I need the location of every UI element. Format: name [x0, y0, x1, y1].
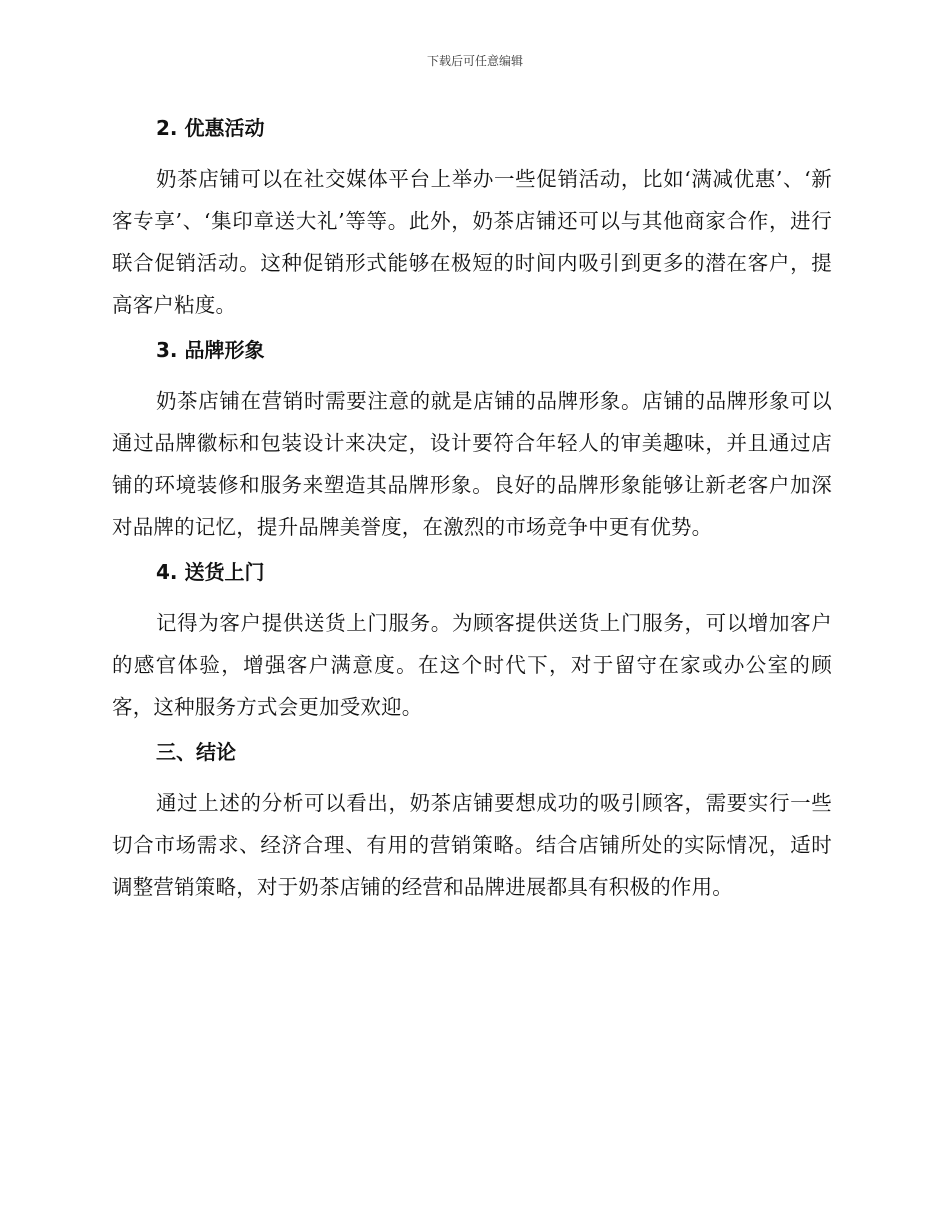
section-paragraph-delivery: 记得为客户提供送货上门服务。为顾客提供送货上门服务，可以增加客户的感官体验，增强客户满意度。在这个时代下，对于留守在家或办公室的顾客，这种服务方式会更加受欢迎。 — [112, 611, 832, 719]
section-heading-delivery: 4. 送货上门 — [156, 560, 265, 584]
section-paragraph-discounts: 奶茶店铺可以在社交媒体平台上举办一些促销活动，比如‘满减优惠’、‘新客专享’、‘集印章送大礼’等等。此外，奶茶店铺还可以与其他商家合作，进行联合促销活动。这种促销形式能够在极短的时间内吸引到更多的潜在客户，提高客户粘度。 — [112, 167, 832, 317]
section-heading-brand-image: 3. 品牌形象 — [156, 338, 265, 362]
section-paragraph-brand-image: 奶茶店铺在营销时需要注意的就是店铺的品牌形象。店铺的品牌形象可以通过品牌徽标和包装设计来决定，设计要符合年轻人的审美趣味，并且通过店铺的环境装修和服务来塑造其品牌形象。良好的品牌形象能够让新老客户加深对品牌的记忆，提升品牌美誉度，在激烈的市场竞争中更有优势。 — [112, 389, 832, 539]
section-heading-conclusion: 三、结论 — [156, 740, 236, 764]
document-body — [112, 104, 832, 914]
page-header: 下载后可任意编辑 — [426, 54, 523, 68]
section-paragraph-conclusion: 通过上述的分析可以看出，奶茶店铺要想成功的吸引顾客，需要实行一些切合市场需求、经济合理、有用的营销策略。结合店铺所处的实际情况，适时调整营销策略，对于奶茶店铺的经营和品牌进展都具有积极的作用。 — [112, 791, 832, 899]
section-heading-discounts: 2. 优惠活动 — [156, 116, 265, 140]
